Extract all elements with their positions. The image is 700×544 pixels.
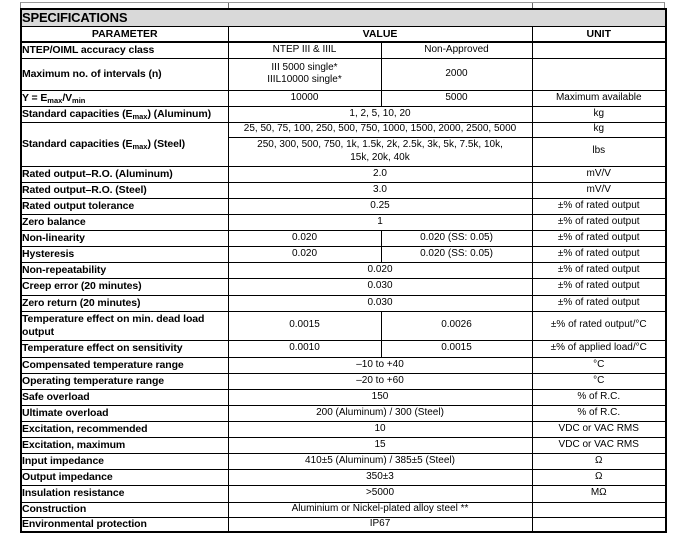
row-output-impedance [21, 469, 666, 485]
value-zero-return: 0.030 [228, 295, 532, 311]
param-temp-effect-dead-load: Temperature effect on min. dead load output [21, 311, 228, 340]
unit-non-linearity: ±% of rated output [532, 230, 666, 246]
param-zero-balance: Zero balance [21, 214, 228, 230]
table-header-row [21, 26, 666, 42]
value-temp-sensitivity-approved: 0.0010 [228, 340, 381, 357]
unit-hysteresis: ±% of rated output [532, 246, 666, 262]
param-capacities-aluminum [21, 106, 228, 122]
param-hysteresis: Hysteresis [21, 246, 228, 262]
value-rated-output-steel: 3.0 [228, 182, 532, 198]
value-safe-overload: 150 [228, 389, 532, 405]
row-non-repeatability [21, 262, 666, 278]
value-creep-error: 0.030 [228, 278, 532, 295]
param-output-impedance: Output impedance [21, 469, 228, 485]
param-environmental-protection: Environmental protection [21, 517, 228, 532]
value-input-impedance: 410±5 (Aluminum) / 385±5 (Steel) [228, 453, 532, 469]
param-safe-overload: Safe overload [21, 389, 228, 405]
param-text: Standard capacities (E [22, 137, 133, 150]
row-creep-error [21, 278, 666, 295]
row-rated-output-tolerance [21, 198, 666, 214]
unit-rated-output-steel: mV/V [532, 182, 666, 198]
header-parameter: PARAMETER [21, 26, 228, 42]
unit-environmental-protection [532, 517, 666, 532]
row-operating-temp-range [21, 373, 666, 389]
unit-excitation-maximum: VDC or VAC RMS [532, 437, 666, 453]
table-title: SPECIFICATIONS [21, 9, 666, 26]
row-ultimate-overload [21, 405, 666, 421]
param-zero-return: Zero return (20 minutes) [21, 295, 228, 311]
value-ntep-approved: NTEP III & IIIL [228, 42, 381, 58]
value-ntep-nonapproved: Non-Approved [381, 42, 532, 58]
unit-rated-output-aluminum: mV/V [532, 166, 666, 182]
param-excitation-maximum: Excitation, maximum [21, 437, 228, 453]
value-rated-output-aluminum: 2.0 [228, 166, 532, 182]
value-temp-sensitivity-nonapproved: 0.0015 [381, 340, 532, 357]
subscript-min: min [72, 95, 86, 105]
param-ntep: NTEP/OIML accuracy class [21, 42, 228, 58]
unit-compensated-temp-range: °C [532, 357, 666, 373]
param-non-linearity: Non-linearity [21, 230, 228, 246]
row-non-linearity [21, 230, 666, 246]
unit-zero-balance: ±% of rated output [532, 214, 666, 230]
param-construction: Construction [21, 502, 228, 517]
unit-creep-error: ±% of rated output [532, 278, 666, 295]
param-rated-output-aluminum: Rated output–R.O. (Aluminum) [21, 166, 228, 182]
param-text: ) (Aluminum) [147, 107, 211, 120]
row-insulation-resistance [21, 485, 666, 502]
value-excitation-recommended: 10 [228, 421, 532, 437]
value-hysteresis-approved: 0.020 [228, 246, 381, 262]
row-zero-balance [21, 214, 666, 230]
value-ultimate-overload: 200 (Aluminum) / 300 (Steel) [228, 405, 532, 421]
row-hysteresis [21, 246, 666, 262]
unit-capacities-steel-lbs: lbs [532, 137, 666, 166]
unit-excitation-recommended: VDC or VAC RMS [532, 421, 666, 437]
value-line-2: IIIL10000 single* [267, 74, 342, 85]
value-hysteresis-nonapproved: 0.020 (SS: 0.05) [381, 246, 532, 262]
row-temp-effect-sensitivity [21, 340, 666, 357]
param-capacities-steel [21, 122, 228, 166]
row-excitation-recommended [21, 421, 666, 437]
row-capacities-aluminum [21, 106, 666, 122]
value-insulation-resistance: >5000 [228, 485, 532, 502]
param-creep-error: Creep error (20 minutes) [21, 278, 228, 295]
row-compensated-temp-range [21, 357, 666, 373]
value-non-linearity-nonapproved: 0.020 (SS: 0.05) [381, 230, 532, 246]
param-text: /V [62, 91, 73, 104]
value-y-nonapproved: 5000 [381, 90, 532, 106]
unit-capacities-aluminum: kg [532, 106, 666, 122]
param-rated-output-tolerance: Rated output tolerance [21, 198, 228, 214]
header-value: VALUE [228, 26, 532, 42]
param-rated-output-steel: Rated output–R.O. (Steel) [21, 182, 228, 198]
unit-max-intervals [532, 58, 666, 90]
row-ntep-accuracy-class [21, 42, 666, 58]
header-unit: UNIT [532, 26, 666, 42]
param-ultimate-overload: Ultimate overload [21, 405, 228, 421]
param-max-intervals: Maximum no. of intervals (n) [21, 58, 228, 90]
row-zero-return [21, 295, 666, 311]
unit-rated-output-tolerance: ±% of rated output [532, 198, 666, 214]
value-construction: Aluminium or Nickel-plated alloy steel ** [228, 502, 532, 517]
subscript-max: max [132, 141, 148, 151]
unit-capacities-steel-kg: kg [532, 122, 666, 137]
value-zero-balance: 1 [228, 214, 532, 230]
unit-output-impedance: Ω [532, 469, 666, 485]
value-max-intervals-approved [228, 58, 381, 90]
row-input-impedance [21, 453, 666, 469]
value-non-linearity-approved: 0.020 [228, 230, 381, 246]
unit-operating-temp-range: °C [532, 373, 666, 389]
value-operating-temp-range: –20 to +60 [228, 373, 532, 389]
unit-temp-effect-sensitivity: ±% of applied load/°C [532, 340, 666, 357]
row-temp-effect-dead-load [21, 311, 666, 340]
value-capacities-steel-lbs: 250, 300, 500, 750, 1k, 1.5k, 2k, 2.5k, 3k, 5k, 7.5k, 10k, 15k, 20k, 40k [228, 137, 532, 166]
value-capacities-steel-kg: 25, 50, 75, 100, 250, 500, 750, 1000, 1500, 2000, 2500, 5000 [228, 122, 532, 137]
unit-safe-overload: % of R.C. [532, 389, 666, 405]
param-excitation-recommended: Excitation, recommended [21, 421, 228, 437]
value-temp-dead-load-approved: 0.0015 [228, 311, 381, 340]
specifications-table [20, 8, 667, 533]
row-excitation-maximum [21, 437, 666, 453]
value-non-repeatability: 0.020 [228, 262, 532, 278]
value-max-intervals-nonapproved: 2000 [381, 58, 532, 90]
row-safe-overload [21, 389, 666, 405]
param-non-repeatability: Non-repeatability [21, 262, 228, 278]
unit-ultimate-overload: % of R.C. [532, 405, 666, 421]
table-title-row [21, 9, 666, 26]
param-insulation-resistance: Insulation resistance [21, 485, 228, 502]
row-environmental-protection [21, 517, 666, 532]
param-text: Standard capacities (E [22, 107, 133, 120]
param-text: ) (Steel) [147, 137, 186, 150]
subscript-max: max [47, 95, 63, 105]
param-compensated-temp-range: Compensated temperature range [21, 357, 228, 373]
unit-input-impedance: Ω [532, 453, 666, 469]
row-max-intervals [21, 58, 666, 90]
row-capacities-steel-kg [21, 122, 666, 137]
value-excitation-maximum: 15 [228, 437, 532, 453]
param-y-ratio [21, 90, 228, 106]
unit-temp-effect-dead-load: ±% of rated output/°C [532, 311, 666, 340]
param-input-impedance: Input impedance [21, 453, 228, 469]
unit-ntep [532, 42, 666, 58]
unit-y-ratio: Maximum available [532, 90, 666, 106]
unit-non-repeatability: ±% of rated output [532, 262, 666, 278]
value-output-impedance: 350±3 [228, 469, 532, 485]
row-y-ratio [21, 90, 666, 106]
param-operating-temp-range: Operating temperature range [21, 373, 228, 389]
value-temp-dead-load-nonapproved: 0.0026 [381, 311, 532, 340]
unit-zero-return: ±% of rated output [532, 295, 666, 311]
value-environmental-protection: IP67 [228, 517, 532, 532]
value-rated-output-tolerance: 0.25 [228, 198, 532, 214]
subscript-max: max [132, 111, 148, 121]
param-text: Y = E [22, 91, 48, 104]
value-capacities-aluminum: 1, 2, 5, 10, 20 [228, 106, 532, 122]
value-y-approved: 10000 [228, 90, 381, 106]
row-construction [21, 502, 666, 517]
param-temp-effect-sensitivity: Temperature effect on sensitivity [21, 340, 228, 357]
unit-insulation-resistance: MΩ [532, 485, 666, 502]
value-compensated-temp-range: –10 to +40 [228, 357, 532, 373]
row-rated-output-aluminum [21, 166, 666, 182]
value-line-1: III 5000 single* [271, 61, 338, 73]
unit-construction [532, 502, 666, 517]
row-rated-output-steel [21, 182, 666, 198]
